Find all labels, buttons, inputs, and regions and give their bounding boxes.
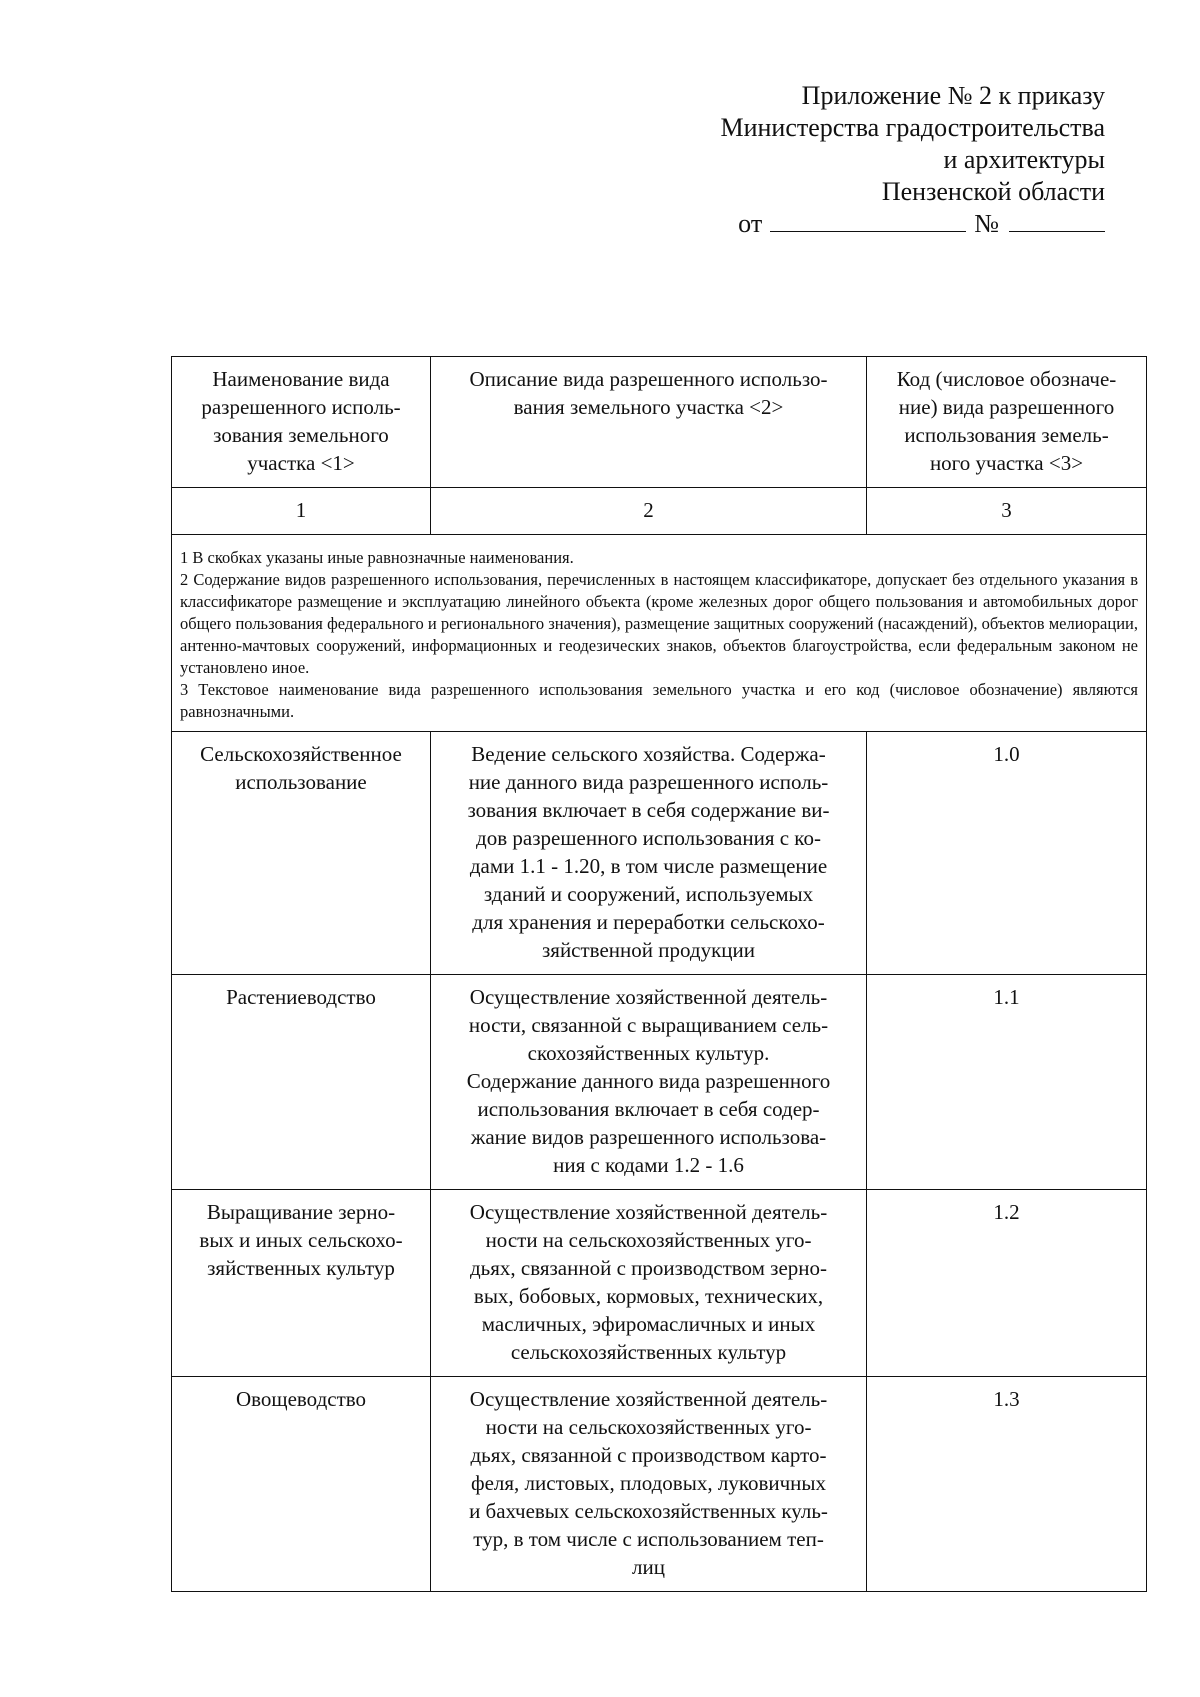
text-line: лиц	[632, 1555, 665, 1579]
number-sign: №	[974, 209, 999, 238]
land-use-description	[431, 1190, 867, 1377]
text-line: ности на сельскохозяйственных уго-	[485, 1415, 812, 1439]
column-number: 2	[431, 488, 867, 535]
text-line: дьях, связанной с производством карто-	[470, 1443, 827, 1467]
footnote: 1 В скобках указаны иные равнозначные наименования.	[180, 548, 574, 567]
text-line: жание видов разрешенного использова-	[470, 1125, 827, 1149]
header-line: Наименование вида	[212, 367, 390, 391]
text-line: Осуществление хозяйственной деятель-	[469, 1387, 828, 1411]
header-line: Приложение № 2 к приказу	[801, 81, 1105, 110]
text-line: вых, бобовых, кормовых, технических,	[473, 1284, 824, 1308]
header-line: использования земель-	[904, 423, 1109, 447]
header-line: ние) вида разрешенного	[898, 395, 1115, 419]
header-line: разрешенного исполь-	[201, 395, 401, 419]
text-line: ности, связанной с выращиванием сель-	[468, 1013, 829, 1037]
text-line: зяйственных культур	[207, 1256, 395, 1280]
header-line: Пензенской области	[881, 177, 1105, 206]
text-line: скохозяйственных культур.	[527, 1041, 770, 1065]
number-blank	[1009, 209, 1105, 232]
land-use-name	[172, 732, 431, 975]
text-line: ние данного вида разрешенного исполь-	[468, 770, 829, 794]
text-line: для хранения и переработки сельскохо-	[472, 910, 825, 934]
notes-row	[172, 535, 1147, 732]
text-line: и бахчевых сельскохозяйственных куль-	[469, 1499, 828, 1523]
land-use-code: 1.3	[867, 1377, 1147, 1592]
land-use-description	[431, 732, 867, 975]
column-number-row	[172, 488, 1147, 535]
header-line: участка <1>	[247, 451, 355, 475]
text-line: дьях, связанной с производством зерно-	[469, 1256, 828, 1280]
text-line: зования включает в себя содержание ви-	[467, 798, 830, 822]
text-line: Выращивание зерно-	[206, 1200, 396, 1224]
footnotes-cell	[172, 535, 1147, 732]
text-line: дами 1.1 - 1.20, в том числе размещение	[469, 854, 828, 878]
table-header-row	[172, 357, 1147, 488]
header-line: и архитектуры	[943, 145, 1105, 174]
footnote: 2 Содержание видов разрешенного использования, перечисленных в настоящем классификаторе, допускает без отдельного указания в классификаторе размещение и эксплуатацию линейного объекта (кроме железных дорог общего пользования и автомобильных дорог общего пользования федерального и регионального значения), размещение защитных сооружений (насаждений), объектов мелиорации, антенно-мачтовых сооружений, информационных и геодезических знаков, объектов благоустройства, если федеральным законом не установлено иное.	[180, 570, 1138, 677]
footnote: 3 Текстовое наименование вида разрешенного использования земельного участка и его код (числовое обозначение) являются равнозначными.	[180, 680, 1138, 721]
text-line: Осуществление хозяйственной деятель-	[469, 1200, 828, 1224]
land-use-description	[431, 1377, 867, 1592]
header-line: зования земельного	[213, 423, 389, 447]
table-row	[172, 1377, 1147, 1592]
land-use-code: 1.1	[867, 975, 1147, 1190]
text-line: вых и иных сельскохо-	[199, 1228, 403, 1252]
text-line: ния с кодами 1.2 - 1.6	[553, 1153, 744, 1177]
land-use-name	[172, 975, 431, 1190]
header-line: Описание вида разрешенного использо-	[469, 367, 828, 391]
header-cell-code	[867, 357, 1147, 488]
order-date-line	[720, 208, 1105, 240]
column-number: 3	[867, 488, 1147, 535]
table-row	[172, 1190, 1147, 1377]
header-line: ного участка <3>	[929, 451, 1084, 475]
text-line: ности на сельскохозяйственных уго-	[485, 1228, 812, 1252]
text-line: тур, в том числе с использованием теп-	[473, 1527, 824, 1551]
table-row	[172, 732, 1147, 975]
land-use-name	[172, 1190, 431, 1377]
text-line: Сельскохозяйственное	[200, 742, 402, 766]
text-line: Растениеводство	[226, 985, 376, 1009]
text-line: феля, листовых, плодовых, луковичных	[470, 1471, 827, 1495]
date-prefix: от	[738, 209, 763, 238]
text-line: использования включает в себя содер-	[477, 1097, 820, 1121]
header-cell-description	[431, 357, 867, 488]
text-line: сельскохозяйственных культур	[510, 1340, 787, 1364]
header-line: Код (числовое обозначе-	[896, 367, 1117, 391]
appendix-header	[720, 80, 1105, 240]
land-use-description	[431, 975, 867, 1190]
text-line: Осуществление хозяйственной деятель-	[469, 985, 828, 1009]
text-line: Содержание данного вида разрешенного	[466, 1069, 831, 1093]
land-use-classifier-table	[171, 356, 1147, 1592]
land-use-code: 1.0	[867, 732, 1147, 975]
column-number: 1	[172, 488, 431, 535]
header-line: вания земельного участка <2>	[513, 395, 784, 419]
header-line: Министерства градостроительства	[720, 113, 1105, 142]
land-use-code: 1.2	[867, 1190, 1147, 1377]
text-line: Ведение сельского хозяйства. Содержа-	[471, 742, 826, 766]
text-line: использование	[235, 770, 367, 794]
text-line: зданий и сооружений, используемых	[483, 882, 814, 906]
table-row	[172, 975, 1147, 1190]
text-line: зяйственной продукции	[541, 938, 755, 962]
header-cell-name	[172, 357, 431, 488]
text-line: Овощеводство	[235, 1387, 367, 1411]
text-line: дов разрешенного использования с ко-	[476, 826, 821, 850]
land-use-name	[172, 1377, 431, 1592]
text-line: масличных, эфиромасличных и иных	[481, 1312, 816, 1336]
date-blank	[770, 209, 966, 232]
